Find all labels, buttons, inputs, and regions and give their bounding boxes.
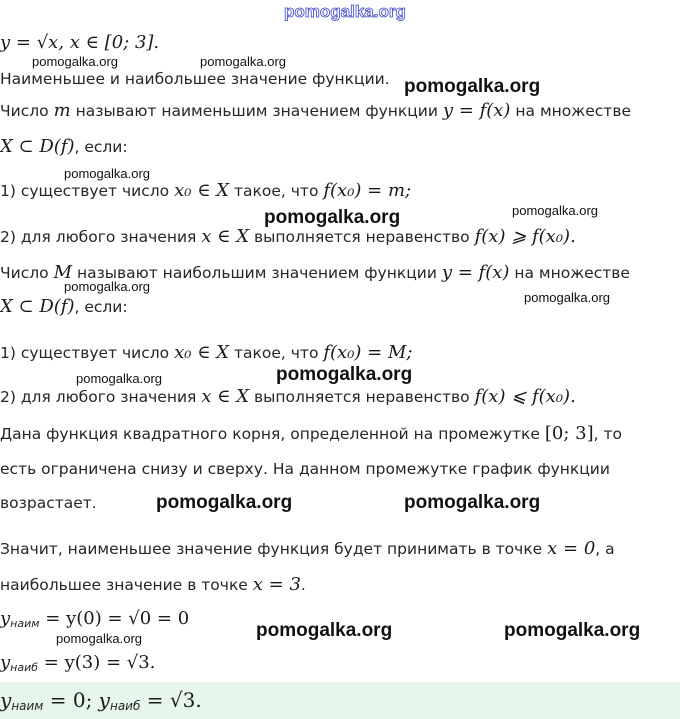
math-span: X ⊂ D(f): [0, 136, 75, 157]
watermark-text: pomogalka.org: [76, 371, 162, 386]
math-span: = y(0) = √0 = 0: [39, 608, 190, 629]
bounded-line: [0, 460, 610, 478]
min-condition-1: [0, 180, 411, 201]
text-span: выполняется неравенство: [253, 388, 470, 406]
max-value-formula: [0, 652, 155, 674]
math-span: m: [53, 100, 71, 121]
math-span: y = f(x): [442, 100, 511, 121]
min-definition-line: [0, 100, 631, 121]
watermark-text: pomogalka.org: [276, 364, 413, 385]
max-point-line: [0, 574, 306, 595]
text-span: Число: [0, 102, 49, 120]
math-span: x₀ ∈ X: [174, 180, 230, 201]
text-span: .: [300, 576, 306, 594]
math-span: x = 3: [252, 574, 301, 595]
text-span: наибольшее значение в точке: [0, 576, 248, 594]
text-span: , если:: [74, 138, 128, 156]
watermark-text: pomogalka.org: [64, 166, 150, 181]
text-span: , если:: [74, 298, 128, 316]
text-span: на множестве: [515, 102, 631, 120]
min-domain-line: [0, 136, 128, 157]
math-span: x = 0: [547, 538, 596, 559]
text-span: выполняется неравенство: [253, 228, 470, 246]
text-span: такое, что: [234, 344, 319, 362]
math-span: x ∈ X: [201, 226, 250, 247]
increasing-line: [0, 494, 97, 512]
text-span: называют наибольшим значением функции: [76, 264, 437, 282]
subscript: наим: [10, 617, 40, 630]
math-span: y: [0, 652, 11, 673]
math-span: = √3.: [140, 688, 202, 712]
watermark-text: pomogalka.org: [200, 54, 286, 69]
watermark-text: pomogalka.org: [504, 620, 641, 641]
section-heading: [0, 70, 390, 88]
math-span: = y(3) = √3.: [38, 652, 156, 673]
max-condition-1: [0, 342, 412, 363]
min-point-line: [0, 538, 615, 559]
math-span: = 0;: [43, 688, 99, 712]
watermark-text: pomogalka.org: [512, 203, 598, 218]
text-span: 2) для любого значения: [0, 228, 197, 246]
math-span: [0; 3]: [544, 423, 594, 444]
subscript: наиб: [10, 661, 39, 674]
math-span: y: [98, 688, 110, 712]
watermark-text: pomogalka.org: [32, 54, 118, 69]
watermark-text: pomogalka.org: [64, 279, 150, 294]
math-span: x₀ ∈ X: [174, 342, 230, 363]
watermark-text: pomogalka.org: [56, 631, 142, 646]
subscript: наиб: [109, 699, 141, 713]
max-condition-2: [0, 386, 576, 407]
answer-box: [0, 682, 680, 719]
math-span: x ∈ X: [201, 386, 250, 407]
watermark-text: pomogalka.org: [264, 207, 401, 228]
text-span: Дана функция квадратного корня, определенной на промежутке: [0, 425, 540, 443]
math-span: f(x) ⩽ f(x₀).: [474, 386, 576, 407]
math-span: f(x₀) = m;: [323, 180, 412, 201]
watermark-text: pomogalka.org: [404, 492, 541, 513]
text-span: 1) существует число: [0, 344, 170, 362]
function-definition: [0, 32, 159, 53]
watermark-text: pomogalka.org: [156, 492, 293, 513]
text-span: 2) для любого значения: [0, 388, 197, 406]
section-heading-text: Наименьшее и наибольшее значение функции.: [0, 70, 390, 88]
math-span: y: [0, 688, 12, 712]
watermark-text: pomogalka.org: [524, 290, 610, 305]
text-span: возрастает.: [0, 494, 97, 512]
max-domain-line: [0, 296, 128, 317]
text-span: такое, что: [234, 182, 319, 200]
watermark-text: pomogalka.org: [256, 620, 393, 641]
watermark-text: pomogalka.org: [404, 76, 541, 97]
math-span: f(x) ⩾ f(x₀).: [474, 226, 576, 247]
text-span: есть ограничена снизу и сверху. На данном промежутке график функции: [0, 460, 610, 478]
math-span: y: [0, 608, 11, 629]
given-function-line: [0, 423, 622, 444]
text-span: на множестве: [514, 264, 630, 282]
min-condition-2: [0, 226, 576, 247]
text-span: , а: [595, 540, 615, 558]
math-span: f(x₀) = M;: [323, 342, 413, 363]
subscript: наим: [11, 699, 44, 713]
text-span: Значит, наименьшее значение функция будет принимать в точке: [0, 540, 543, 558]
math-span: M: [53, 262, 72, 283]
math-span: X ⊂ D(f): [0, 296, 75, 317]
text-span: 1) существует число: [0, 182, 170, 200]
text-span: Число: [0, 264, 49, 282]
header-watermark[interactable]: pomogalka.org: [284, 2, 406, 21]
answer-formula: [0, 688, 202, 713]
text-span: , то: [593, 425, 623, 443]
min-value-formula: [0, 608, 189, 630]
text-span: называют наименьшим значением функции: [75, 102, 438, 120]
math-span: y = f(x): [441, 262, 510, 283]
function-formula: y = √x, x ∈ [0; 3].: [0, 32, 160, 53]
